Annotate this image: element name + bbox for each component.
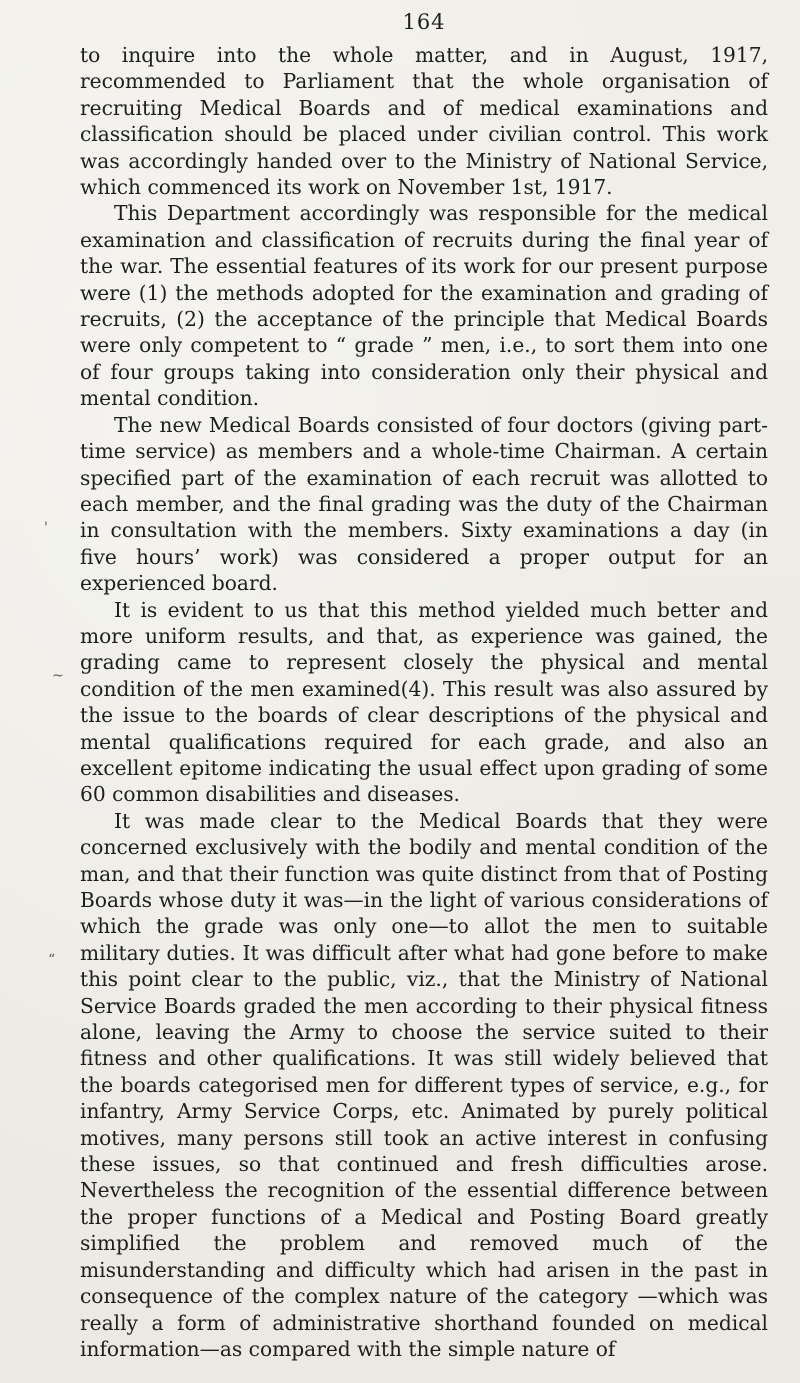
paragraph-4: It is evident to us that this method yielded much better and more uniform results, and that, as experience was gained, the grading came to represent closely the physical and mental condition of the men examined(4). This result was also assured by the issue to the boards of clear descriptions of the physical and mental qualifications required for each grade, and also an excellent epitome indicating the usual effect upon grading of some 60 common disabilities and diseases. [80, 597, 768, 807]
page-number: 164 [402, 10, 446, 34]
paragraph-5: It was made clear to the Medical Boards that they were concerned exclusively with the bodily and mental condition of the man, and that their function was quite distinct from that of Posting Boards whose duty it was—in the light of various considerations of which the grade was only one—to allot the men to suitable military duties. It was difficult after what had gone before to make this point clear to the public, viz., that the Ministry of National Service Boards graded the men according to their physical fitness alone, leaving the Army to choose the service suited to their fitness and other qualifications. It was still widely believed that the boards categorised men for different types of service, e.g., for infantry, Army Service Corps, etc. Animated by purely political motives, many persons still took an active interest in confusing these issues, so that continued and fresh difficulties arose. Nevertheless the recognition of the essential difference between the proper functions of a Medical and Posting Board greatly simplified the problem and removed much of the misunderstanding and difficulty which had arisen in the past in consequence of the complex nature of the category —which was really a form of administrative shorthand founded on medical information—as compared with the simple nature of [80, 808, 769, 1361]
margin-mark: ' [44, 520, 48, 536]
paragraph-3: The new Medical Boards consisted of four doctors (giving part-time service) as members and a whole-time Chairman. A certain specified part of the examination of each recruit was allotted to each member, and the final grading was the duty of the Chairman in consultation with the members. Sixty examinations a day (in five hours’ work) was considered a proper output for an experienced board. [80, 412, 768, 596]
paragraph-1: to inquire into the whole matter, and in August, 1917, recommended to Parliament that the whole organisation of recruiting Medical Boards and of medical examinations and classification should be placed under civilian control. This work was accordingly handed over to the Ministry of National Service, which commenced its work on November 1st, 1917. [80, 43, 768, 200]
paragraph-2: This Department accordingly was responsible for the medical examination and classification of recruits during the final year of the war. The essential features of its work for our present purpose were (1) the methods adopted for the examination and grading of recruits, (2) the acceptance of the principle that Medical Boards were only competent to “ grade ” men, i.e., to sort them into one of four groups taking into consideration only their physical and mental condition. [80, 201, 768, 411]
margin-mark: “ [48, 952, 56, 968]
margin-mark: ~ [52, 668, 64, 684]
